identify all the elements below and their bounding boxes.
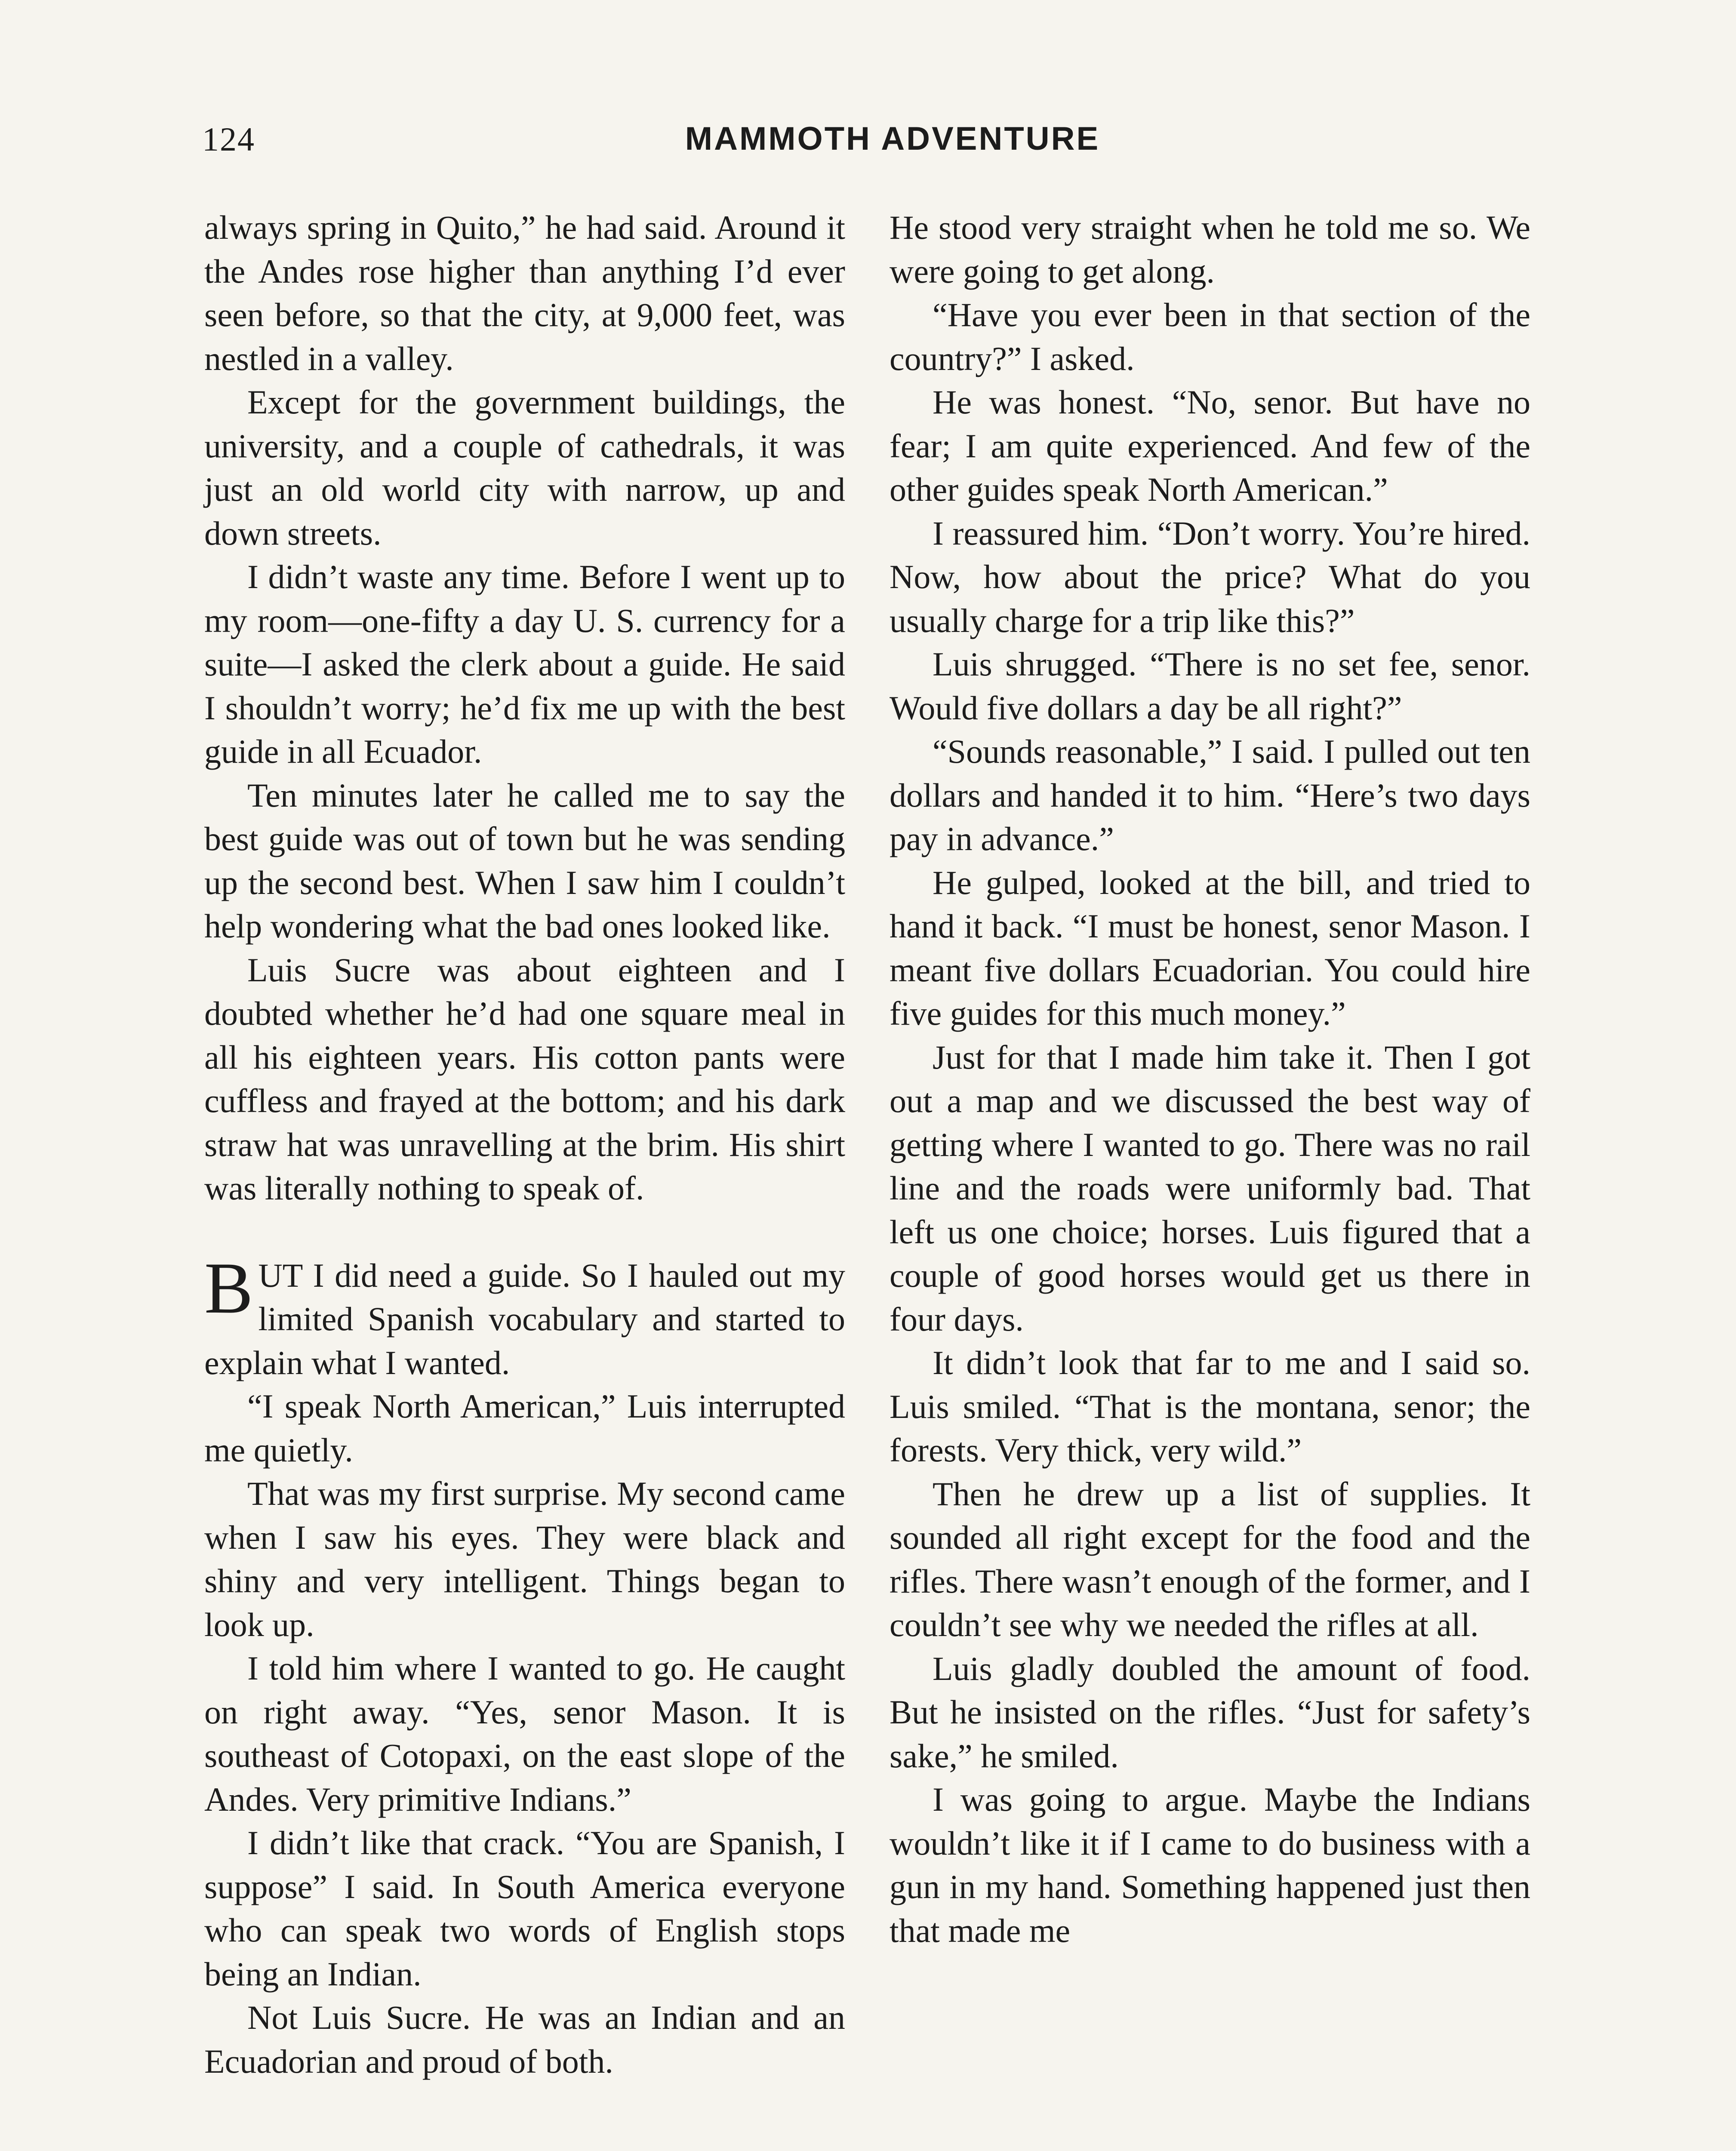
paragraph: He stood very straight when he told me so. We were going to get along. (890, 209, 1530, 290)
drop-cap: B (204, 1247, 253, 1328)
paragraph: Luis Sucre was about eighteen and I doubted whether he’d had one square meal in all his eighteen years. His cotton pants were cuffless and frayed at the bottom; and his dark straw hat was unravelling at the brim. His shirt was literally nothing to speak of. (204, 951, 845, 1207)
paragraph: It didn’t look that far to me and I said so. Luis smiled. “That is the montana, senor; the forests. Very thick, very wild.” (890, 1344, 1530, 1469)
paragraph: Except for the government buildings, the university, and a couple of cathedrals, it was just an old world city with narrow, up and down streets. (204, 383, 845, 552)
paragraph: “Have you ever been in that section of the country?” I asked. (890, 296, 1530, 377)
paragraph: “Sounds reasonable,” I said. I pulled out ten dollars and handed it to him. “Here’s two days pay in advance.” (890, 733, 1530, 857)
paragraph: always spring in Quito,” he had said. Around it the Andes rose higher than anything I’d ever seen before, so that the city, at 9,000 feet, was nestled in a valley. (204, 209, 845, 377)
page-number: 124 (202, 120, 255, 158)
paragraph: Luis shrugged. “There is no set fee, senor. Would five dollars a day be all right?” (890, 645, 1530, 727)
paragraph: Just for that I made him take it. Then I got out a map and we discussed the best way of getting where I wanted to go. There was no rail line and the roads were uniformly bad. That left us one choice; horses. Luis figured that a couple of good horses would get us there in four days. (890, 1038, 1530, 1338)
paragraph: He was honest. “No, senor. But have no fear; I am quite experienced. And few of the other guides speak North American.” (890, 383, 1530, 508)
paragraph: I didn’t like that crack. “You are Spanish, I suppose” I said. In South America everyone who can speak two words of English stops being an Indian. (204, 1824, 845, 1993)
paragraph: He gulped, looked at the bill, and tried to hand it back. “I must be honest, senor Mason. I meant five dollars Ecuadorian. You could hire five guides for this much money.” (890, 863, 1530, 1032)
running-head-title: MAMMOTH ADVENTURE (685, 120, 1100, 157)
right-column (890, 206, 1530, 1952)
paragraph: “I speak North American,” Luis interrupted me quietly. (204, 1387, 845, 1469)
paragraph: Not Luis Sucre. He was an Indian and an Ecuadorian and proud of both. (204, 1999, 845, 2080)
paragraph: I was going to argue. Maybe the Indians wouldn’t like it if I came to do business with a gun in my hand. Something happened just then that made me (890, 1781, 1530, 1949)
paragraph: I didn’t waste any time. Before I went up to my room—one-fifty a day U. S. currency for a suite—I asked the clerk about a guide. He said I shouldn’t worry; he’d fix me up with the best guide in all Ecuador. (204, 558, 845, 770)
section-opening-text: UT I did need a guide. So I hauled out my limited Spanish vocabulary and started to explain what I wanted. (204, 1256, 845, 1381)
paragraph: I reassured him. “Don’t worry. You’re hired. Now, how about the price? What do you usually charge for a trip like this?” (890, 514, 1530, 639)
paragraph: Luis gladly doubled the amount of food. But he insisted on the rifles. “Just for safety’s sake,” he smiled. (890, 1649, 1530, 1775)
left-column (204, 206, 845, 2083)
paragraph: Then he drew up a list of supplies. It sounded all right except for the food and the rifles. There wasn’t enough of the former, and I couldn’t see why we needed the rifles at all. (890, 1475, 1530, 1643)
paragraph: That was my first surprise. My second came when I saw his eyes. They were black and shiny and very intelligent. Things began to look up. (204, 1475, 845, 1643)
section-opening-paragraph (204, 1247, 845, 1385)
paragraph: Ten minutes later he called me to say the best guide was out of town but he was sending up the second best. When I saw him I couldn’t help wondering what the bad ones looked like. (204, 776, 845, 945)
paragraph: I told him where I wanted to go. He caught on right away. “Yes, senor Mason. It is southeast of Cotopaxi, on the east slope of the Andes. Very primitive Indians.” (204, 1649, 845, 1818)
